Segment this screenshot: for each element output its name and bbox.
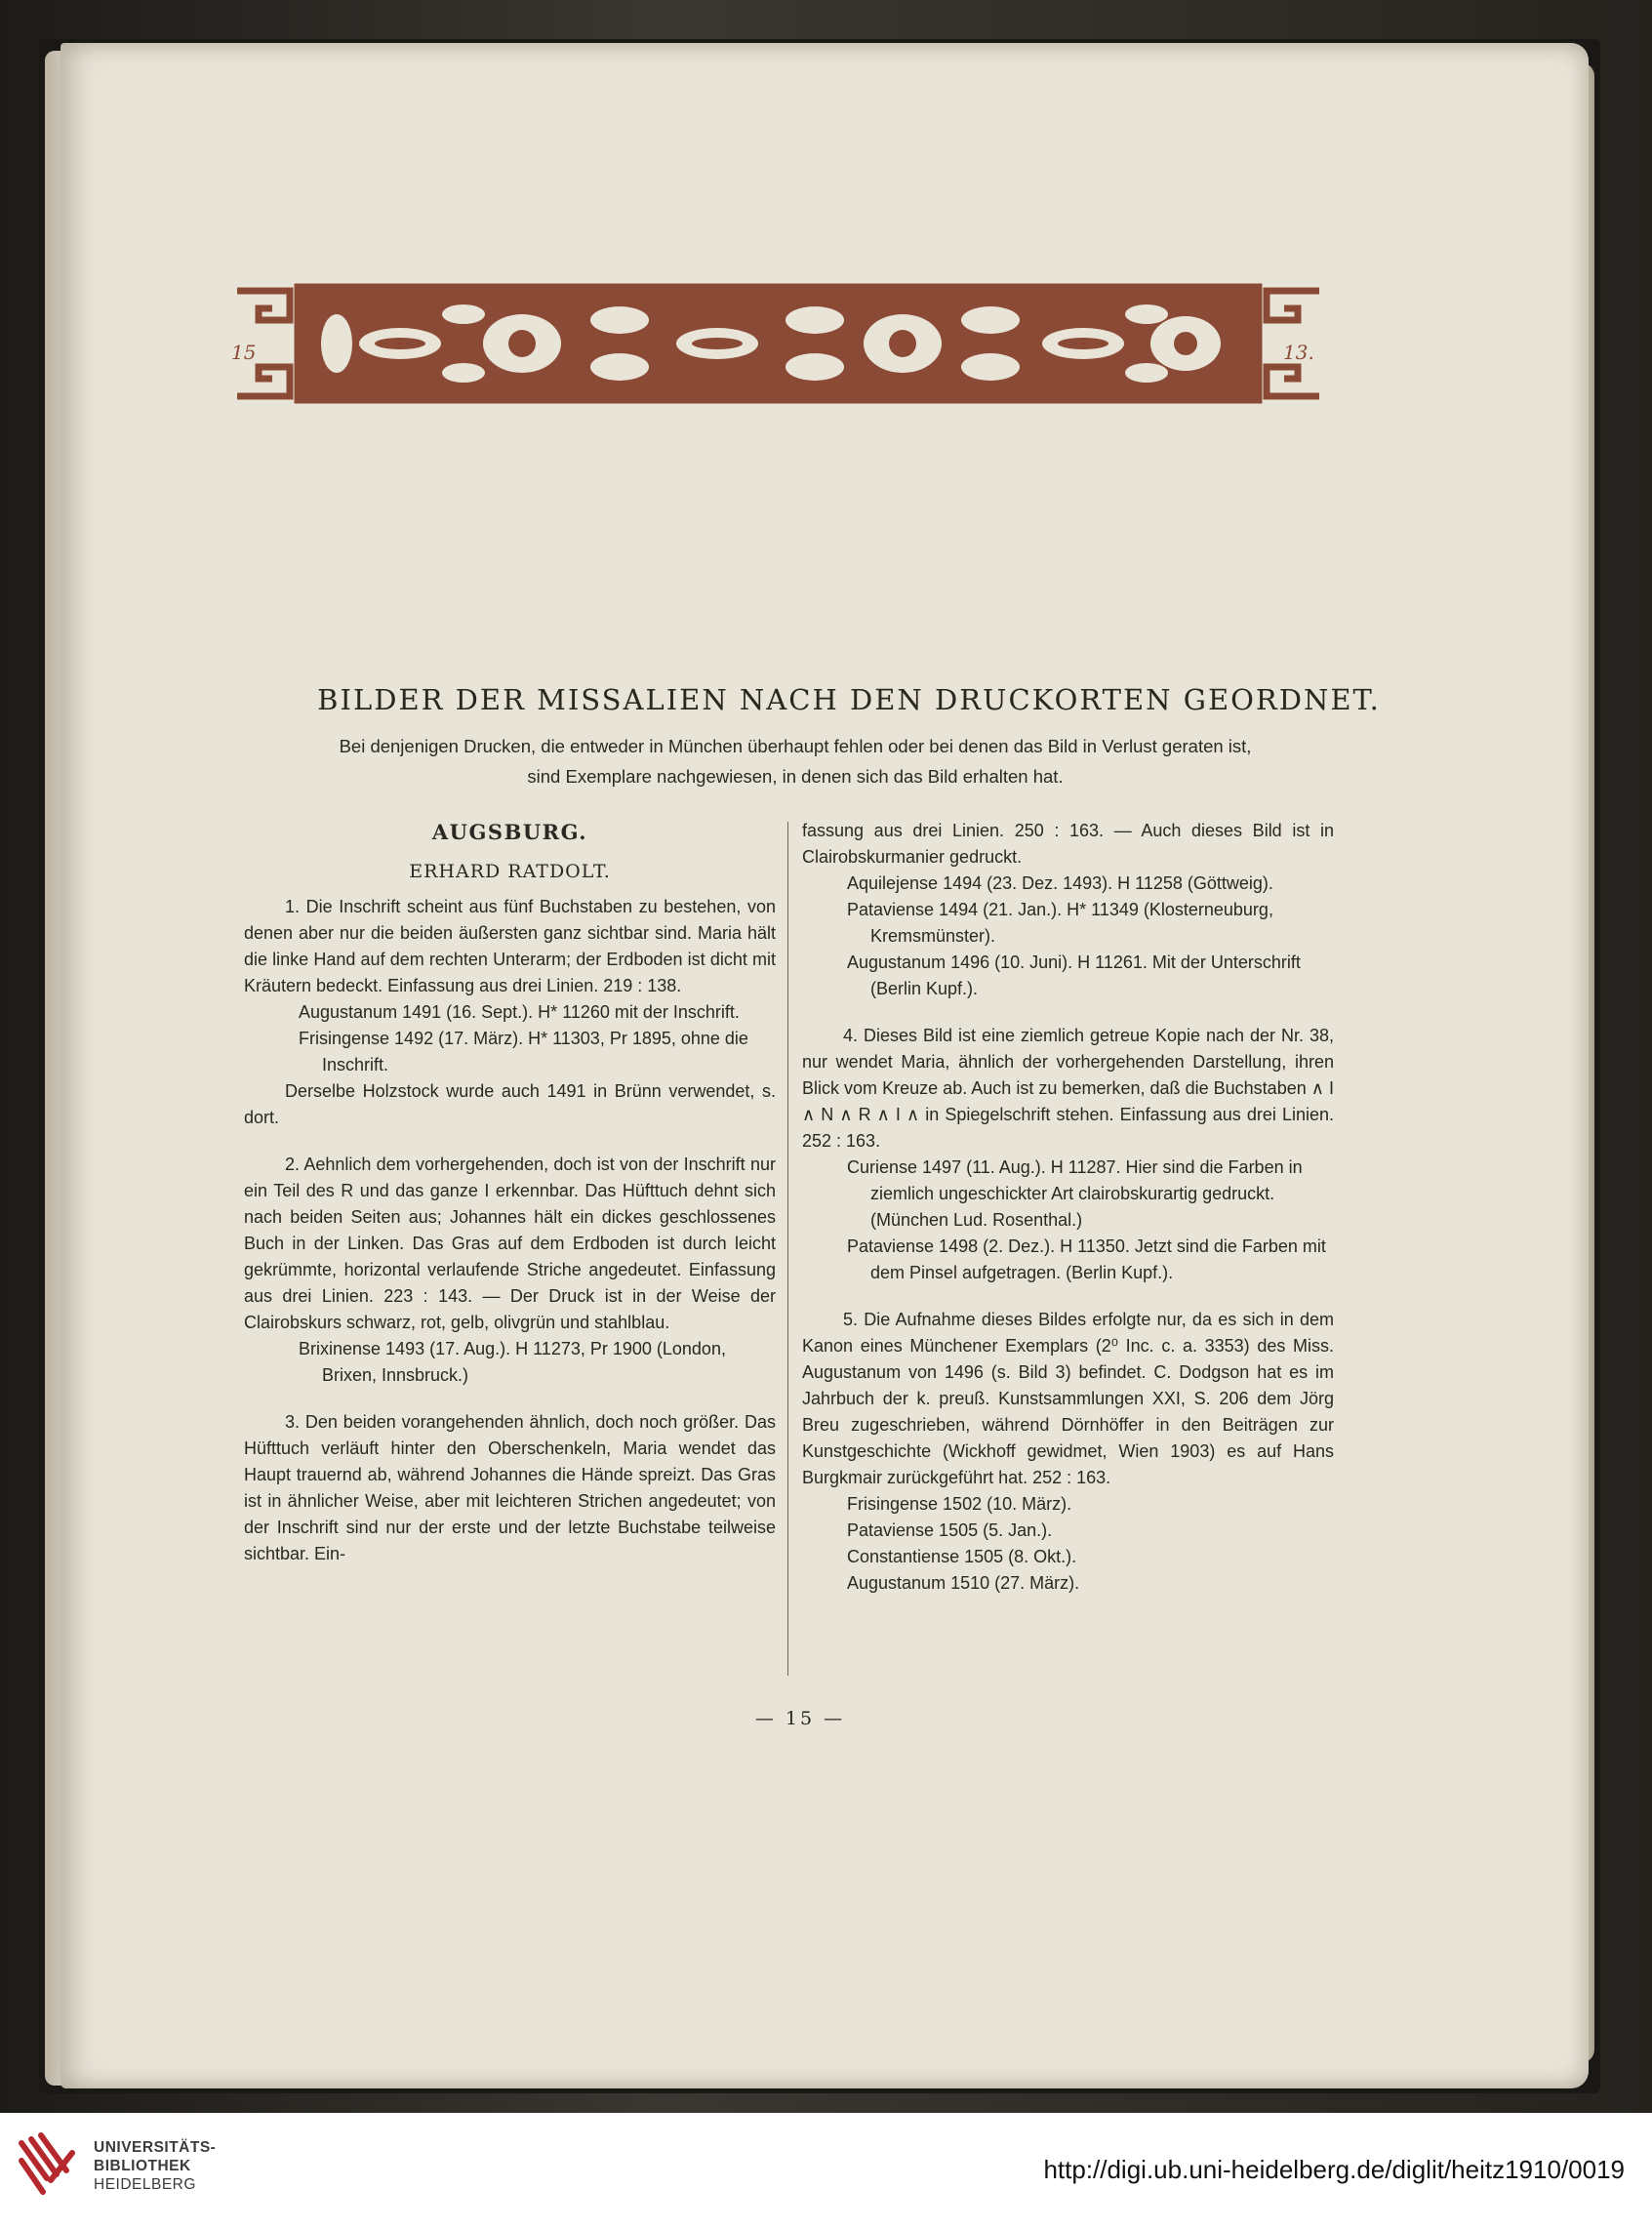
entry-5-citation-4: Augustanum 1510 (27. März). (847, 1573, 1080, 1593)
intro-line-1: Bei denjenigen Drucken, die entweder in München überhaupt fehlen oder bei denen das Bild in Verlust geraten ist, (339, 736, 1252, 756)
entry-5: 5. Die Aufnahme dieses Bildes erfolgte nur, da es sich in dem Kanon eines Münchener Exemplars (2⁰ Inc. c. a. 3353) des Miss. Augustanum von 1496 (s. Bild 3) befindet. C. Dodgson hat es im Jahrbuch der k. preuß. Kunstsammlungen XXI, S. 206 dem Jörg Breu zugeschrieben, während Dörnhöffer in den Beiträgen zur Kunstgeschichte (Wickhoff gewidmet, Wien 1903) es auf Hans Burgkmair zurückgeführt hat. 252 : 163. (802, 1310, 1334, 1487)
entry-5-citation-2: Pataviense 1505 (5. Jan.). (847, 1520, 1053, 1540)
intro-text (244, 731, 1347, 791)
right-column (802, 818, 1334, 1597)
entry-4: 4. Dieses Bild ist eine ziemlich getreue Kopie nach der Nr. 38, nur wendet Maria, ähnlich der vorhergehenden Darstellung, ihren Blick vom Kreuze ab. Auch ist zu bemerken, daß die Buchstaben ∧ I ∧ N ∧ R ∧ I ∧ in Spiegelschrift stehen. Einfassung aus drei Linien. 252 : 163. (802, 1026, 1334, 1151)
entry-3-continued: fassung aus drei Linien. 250 : 163. — Auch dieses Bild ist in Clairobskurmanier gedruckt. (802, 821, 1334, 867)
ornamental-border (229, 281, 1327, 406)
ornament-svg (229, 281, 1327, 406)
page-number: — 15 — (754, 1708, 846, 1729)
entry-1-citation-1: Augustanum 1491 (16. Sept.). H* 11260 mit der Inschrift. (299, 1002, 740, 1022)
ornament-year-left: 15 (231, 341, 257, 364)
ornament-year-right: 13. (1283, 341, 1314, 364)
library-name[interactable] (94, 2138, 216, 2194)
entry-2: 2. Aehnlich dem vorhergehenden, doch ist von der Inschrift nur ein Teil des R und das ganze I erkennbar. Das Hüfttuch dehnt sich nach beiden Seiten aus; Johannes hält ein dickes geschlossenes Buch in der Linken. Das Gras auf dem Erdboden ist durch leicht gekrümmte, horizontal verlaufende Striche angedeutet. Einfassung aus drei Linien. 223 : 143. — Der Druck ist in der Weise der Clairobskurs schwarz, rot, gelb, olivgrün und stahlblau. (244, 1155, 776, 1332)
library-name-line-2: BIBLIOTHEK (94, 2158, 191, 2174)
entry-5-citation-1: Frisingense 1502 (10. März). (847, 1494, 1072, 1514)
permalink-url[interactable]: http://digi.ub.uni-heidelberg.de/diglit/heitz1910/0019 (1043, 2155, 1625, 2184)
column-divider (787, 822, 788, 1676)
left-column (244, 818, 776, 1567)
library-name-line-3: HEIDELBERG (94, 2176, 196, 2193)
entry-1: 1. Die Inschrift scheint aus fünf Buchstaben zu bestehen, von denen aber nur die beiden äußersten ganz sichtbar sind. Maria hält die linke Hand auf dem rechten Unterarm; der Erdboden ist dicht mit Kräutern bedeckt. Einfassung aus drei Linien. 219 : 138. (244, 897, 776, 995)
entry-1-note: Derselbe Holzstock wurde auch 1491 in Brünn verwendet, s. dort. (244, 1081, 776, 1127)
entry-3-citation-1: Aquilejense 1494 (23. Dez. 1493). H 11258 (Göttweig). (847, 873, 1273, 893)
library-name-line-1: UNIVERSITÄTS- (94, 2139, 217, 2156)
printer-heading: ERHARD RATDOLT. (409, 861, 611, 882)
library-logo-icon[interactable] (16, 2131, 84, 2202)
entry-5-citation-3: Constantiense 1505 (8. Okt.). (847, 1547, 1077, 1566)
intro-line-2: sind Exemplare nachgewiesen, in denen sich das Bild erhalten hat. (527, 766, 1064, 787)
entry-3: 3. Den beiden vorangehenden ähnlich, doch noch größer. Das Hüfttuch verläuft hinter den Oberschenkeln, Maria wendet das Haupt trauernd ab, während Johannes die Hände spreizt. Das Gras ist in ähnlicher Weise, aber mit leichteren Strichen angedeutet; von der Inschrift sind nur der erste und der letzte Buchstabe teilweise sichtbar. Ein- (244, 1412, 776, 1563)
entry-4-citation-2: Pataviense 1498 (2. Dez.). H 11350. Jetzt sind die Farben mit dem Pinsel aufgetragen. (Berlin Kupf.). (847, 1236, 1326, 1282)
page-title: BILDER DER MISSALIEN NACH DEN DRUCKORTEN GEORDNET. (317, 683, 1381, 716)
city-heading: AUGSBURG. (431, 820, 588, 844)
entry-1-citation-2: Frisingense 1492 (17. März). H* 11303, Pr 1895, ohne die Inschrift. (299, 1029, 748, 1074)
entry-4-citation-1: Curiense 1497 (11. Aug.). H 11287. Hier sind die Farben in ziemlich ungeschickter Art clairobskurartig gedruckt. (München Lud. Rosenthal.) (847, 1157, 1303, 1230)
entry-3-citation-3: Augustanum 1496 (10. Juni). H 11261. Mit der Unterschrift (Berlin Kupf.). (847, 952, 1301, 998)
entry-3-citation-2: Pataviense 1494 (21. Jan.). H* 11349 (Klosterneuburg, Kremsmünster). (847, 900, 1273, 946)
entry-2-citation-1: Brixinense 1493 (17. Aug.). H 11273, Pr 1900 (London, Brixen, Innsbruck.) (299, 1339, 726, 1385)
